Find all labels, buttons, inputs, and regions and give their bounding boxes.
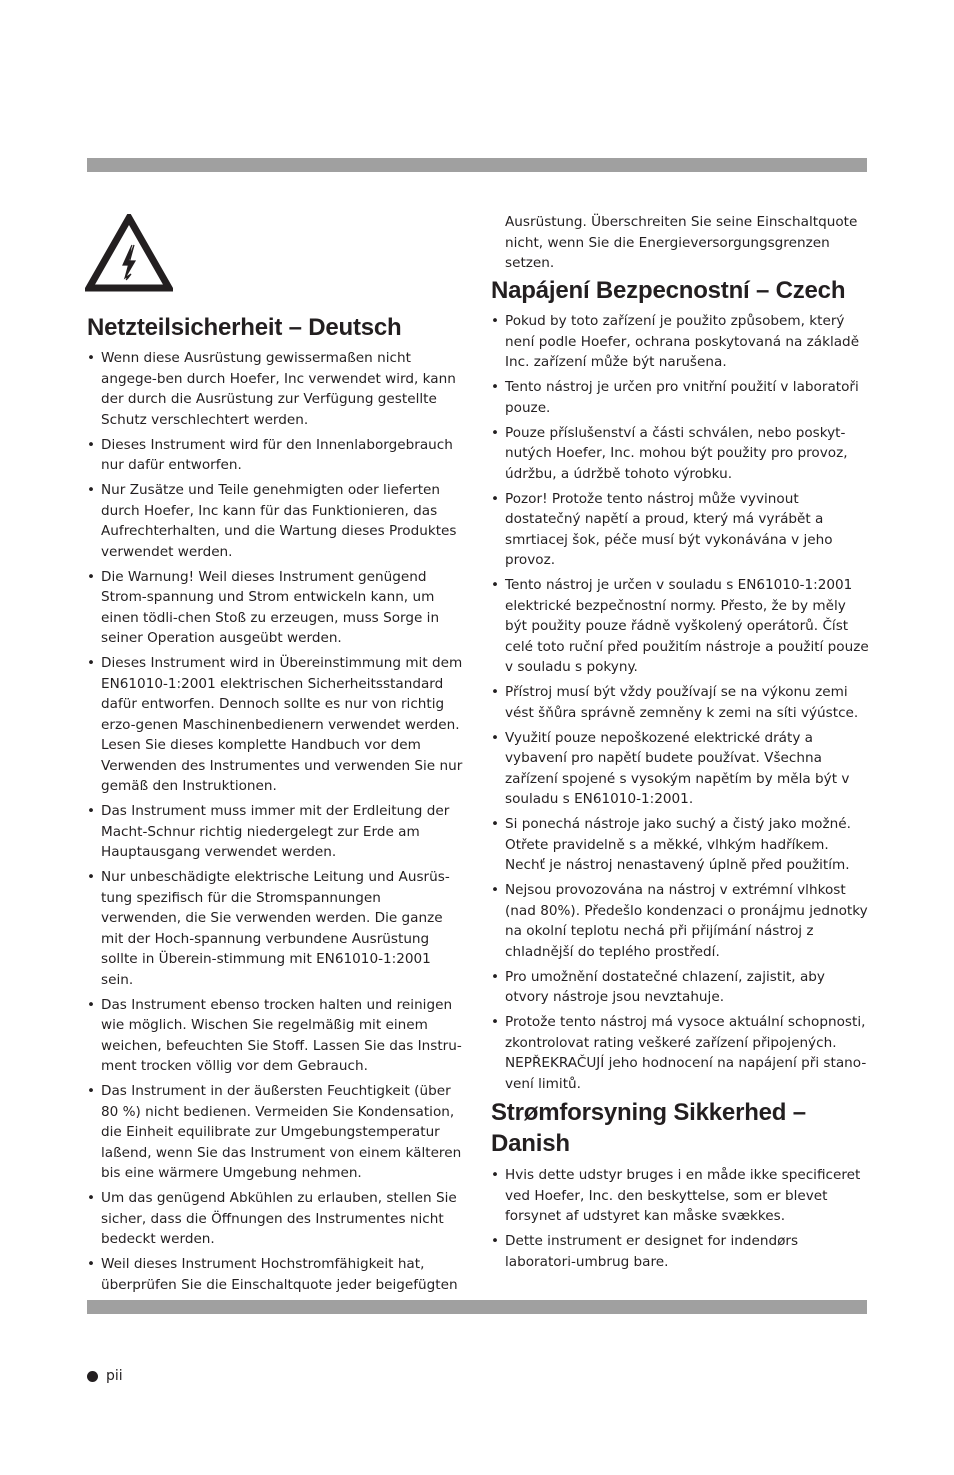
danish-bullet-item: • Dette instrument er designet for indendørs laboratori-umbrug bare. xyxy=(491,1231,869,1272)
deutsch-bullet-item: • Das Instrument muss immer mit der Erdleitung der Macht-Schnur richtig niedergelegt zur Erde am Hauptausgang verwendet werden. xyxy=(87,801,465,863)
deutsch-bullet-item: • Das Instrument ebenso trocken halten und reinigen wie möglich. Wischen Sie regelmäßig mit einem weichen, befeuchten Sie Stoff. Lassen Sie das Instru-ment trocken völlig vor dem Gebrauch. xyxy=(87,995,465,1077)
danish-bullet-item: • Hvis dette udstyr bruges i en måde ikke specificeret ved Hoefer, Inc. den beskyttelse, som er blevet forsynet af udstyret kan måske svækkes. xyxy=(491,1165,869,1227)
czech-bullet-item: • Tento nástroj je určen v souladu s EN61010-1:2001 elektrické bezpečnostní normy. Přesto, že by měly být použity pouze řádně vyškolený operátorů. Číst celé toto ruční před použitím nástroje a použití pouze v souladu s pokyny. xyxy=(491,575,869,678)
czech-bullet-item: • Pro umožnění dostatečné chlazení, zajistit, aby otvory nástroje jsou nevztahuje. xyxy=(491,967,869,1008)
czech-bullet-list xyxy=(491,311,869,1099)
deutsch-bullet-item: • Das Instrument in der äußersten Feuchtigkeit (über 80 %) nicht bedienen. Vermeiden Sie Kondensation, die Einheit equilibrate zur Umgebungstemperatur laßend, wenn Sie das Instrument von einem kälteren bis eine wärmere Umgebung nehmen. xyxy=(87,1081,465,1184)
czech-bullet-item: • Protože tento nástroj má vysoce aktuální schopnosti, zkontrolovat rating veškeré zařízení připojených. NEPŘEKRAČUJÍ jeho hodnocení na napájení při stano-vení limitů. xyxy=(491,1012,869,1094)
page-footer xyxy=(87,1368,123,1384)
section-title-czech: Napájení Bezpecnostní – Czech xyxy=(491,277,846,304)
deutsch-bullet-item: • Weil dieses Instrument Hochstromfähigkeit hat, überprüfen Sie die Einschaltquote jeder beigefügten xyxy=(87,1254,465,1295)
czech-bullet-item: • Přístroj musí být vždy používají se na výkonu zemi vést šňůra správně zemněny k zemi na síti výústce. xyxy=(491,682,869,723)
deutsch-bullet-item: • Nur Zusätze und Teile genehmigten oder lieferten durch Hoefer, Inc kann für das Funktionieren, das Aufrechterhalten, und die Wartung dieses Produktes verwendet werden. xyxy=(87,480,465,562)
czech-bullet-item: • Nejsou provozována na nástroj v extrémní vlhkost (nad 80%). Předešlo kondenzaci o pronájmu jednotky na okolní teplotu nechá při přijímání nástroj z chladnější do teplého prostředí. xyxy=(491,880,869,962)
czech-bullet-item: • Využití pouze nepoškozené elektrické dráty a vybavení pro napětí budete používat. Všechna zařízení spojené s vysokým napětím by měla být v souladu s EN61010-1:2001. xyxy=(491,728,869,810)
deutsch-bullet-list xyxy=(87,348,465,1300)
high-voltage-warning-icon xyxy=(85,214,173,292)
deutsch-bullet-item: • Nur unbeschädigte elektrische Leitung und Ausrüs-tung spezifisch für die Stromspannungen verwenden, die Sie verwenden werden. Die ganze mit der Hoch-spannung verbundene Ausrüstung sollte in Überein-stimmung mit EN61010-1:2001 sein. xyxy=(87,867,465,990)
bullet-dot-icon xyxy=(87,1371,98,1382)
deutsch-bullet-item: • Dieses Instrument wird in Übereinstimmung mit dem EN61010-1:2001 elektrischen Sicherheitsstandard dafür entworfen. Dennoch sollte es nur von richtig erzo-genen Maschinenbedienern verwendet werden. Lesen Sie dieses komplette Handbuch vor dem Verwenden des Instrumentes und verwenden Sie nur gemäß den Instruktionen. xyxy=(87,653,465,797)
deutsch-bullet-item: • Wenn diese Ausrüstung gewissermaßen nicht angege-ben durch Hoefer, Inc verwendet wird, kann der durch die Ausrüstung zur Verfügung gestellte Schutz verschlechtert werden. xyxy=(87,348,465,430)
bottom-rule xyxy=(87,1300,867,1314)
czech-bullet-item: • Pouze příslušenství a části schválen, nebo poskyt-nutých Hoefer, Inc. mohou být použity pro provoz, údržbu, a údržbě tohoto výrobku. xyxy=(491,423,869,485)
section-title-deutsch: Netzteilsicherheit – Deutsch xyxy=(87,314,402,341)
danish-bullet-list xyxy=(491,1165,869,1277)
page-number: pii xyxy=(106,1368,123,1384)
czech-bullet-item: • Pozor! Protože tento nástroj může vyvinout dostatečný napětí a proud, který má vyrábět a smrtiacej šok, péče musí být vykonávána v jeho provoz. xyxy=(491,489,869,571)
czech-bullet-item: • Tento nástroj je určen pro vnitřní použití v laboratoři pouze. xyxy=(491,377,869,418)
section-title-danish: Strømforsyning Sikkerhed – Danish xyxy=(491,1099,806,1157)
deutsch-bullet-item: • Um das genügend Abkühlen zu erlauben, stellen Sie sicher, dass die Öffnungen des Instrumentes nicht bedeckt werden. xyxy=(87,1188,465,1250)
deutsch-bullet-item: • Dieses Instrument wird für den Innenlaborgebrauch nur dafür entworfen. xyxy=(87,435,465,476)
czech-bullet-item: • Si ponechá nástroje jako suchý a čistý jako možné. Otřete pravidelně s a měkké, vlhkým hadříkem. Nechť je nástroj nenastavený úplně před použitím. xyxy=(491,814,869,876)
top-rule xyxy=(87,158,867,172)
deutsch-continuation: Ausrüstung. Überschreiten Sie seine Einschaltquote nicht, wenn Sie die Energieversorgungsgrenzen setzen. xyxy=(505,214,858,271)
czech-bullet-item: • Pokud by toto zařízení je použito způsobem, který není podle Hoefer, ochrana poskytovaná na základě Inc. zařízení může být narušena. xyxy=(491,311,869,373)
deutsch-bullet-item: • Die Warnung! Weil dieses Instrument genügend Strom-spannung und Strom entwickeln kann, um einen tödli-chen Stoß zu erzeugen, muss Sorge in seiner Operation ausgeübt werden. xyxy=(87,567,465,649)
